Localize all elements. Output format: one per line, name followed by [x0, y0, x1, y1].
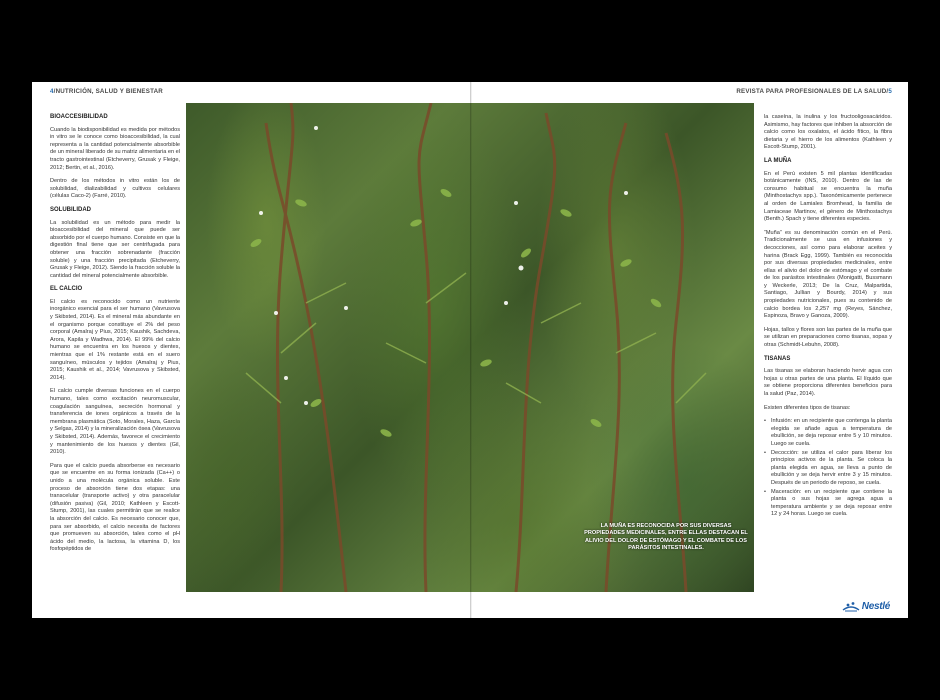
page-gutter [470, 82, 472, 618]
right-section-title: REVISTA PARA PROFESIONALES DE LA SALUD [736, 88, 887, 95]
list-item: • Maceración: en un recipiente que contiene la planta o sus hojas se agrega agua a temperatura ambiente y se deja reposar entre 12 y 24 horas. Luego se cuela. [764, 489, 892, 519]
list-item: • Decocción: se utiliza el calor para liberar los principios activos de la planta. Se coloca la planta elegida en agua, se lleva a punto de ebullición y se deja hervir entre 3 y 15 minutos. Después de un periodo de reposo, se cuela. [764, 450, 892, 488]
paragraph: Las tisanas se elaboran haciendo hervir agua con hojas u otras partes de una planta. El líquido que se obtiene proporciona diferentes beneficios para la salud (Paz, 2014). [764, 368, 892, 397]
heading-la-muna: LA MUÑA [764, 157, 792, 164]
nest-icon [842, 600, 860, 612]
heading-tisanas: TISANAS [764, 355, 791, 362]
logo-wordmark: Nestlé [861, 600, 890, 612]
heading-el-calcio: EL CALCIO [50, 286, 83, 293]
tisanas-list [764, 418, 892, 519]
paragraph: El calcio cumple diversas funciones en el cuerpo humano, tales como excitación neuromuscular, coagulación sanguínea, secreción hormonal y transferencia de iones orgánicos a través de la membrana plasmática (Soto, Morales, Haza, García y Selgas, 2014) y la mineralización ósea (Vavrusova y Skibsted, 2014). Además, favorece el crecimiento y mantenimiento de los huesos y dientes (Gil, 2010). [50, 388, 180, 456]
paragraph: Hojas, tallos y flores son las partes de la muña que se utilizan en preparaciones como tisanas, sopas y otras (Schmidt-Lebuhn, 2008). [764, 326, 892, 349]
heading-bioaccesibilidad: BIOACCESIBILIDAD [50, 114, 108, 120]
magazine-spread [32, 82, 908, 618]
paragraph: la caseína, la inulina y los fructooligosacáridos. Asimismo, hay factores que inhiben la absorción de calcio como los oxalatos, el ácido fítico, la fibra dietaria y el hierro de los alimentos (Kathleen y Escott-Stump, 2001). [764, 114, 892, 151]
left-running-head: 4/NUTRICIÓN, SALUD Y BIENESTAR [50, 88, 163, 95]
paragraph: Existen diferentes tipos de tisanas: [764, 404, 851, 411]
right-text-column [764, 114, 892, 520]
paragraph: El calcio es reconocido como un nutriente inorgánico esencial para el ser humano (Vavrusova y Skibsted, 2014). Es el mineral más abundante en el organismo porque constituye el 2% del peso corporal (Amalraj y Pius, 2015; Kaushik, Sachdeva, Arora, Kapila y Wadhwa, 2014). El 99% del calcio humano se encuentra en los huesos y dientes, mientras que el 1% restante está en el suero sanguíneo, músculos y tejidos (Amalraj y Pius, 2015; Kaushik et al., 2014; Vavrusova y Skibsted, 2014). [50, 298, 180, 381]
paragraph: Cuando la biodisponibilidad es medida por métodos in vitro se le conoce como bioaccesibilidad, la cual representa a la cantidad potencialmente absorbible de un mineral liberado de su matriz alimentaria en el tracto gastrointestinal (Etcheverry, Grusak y Fleige, 2012; Bertin, et al., 2016). [50, 126, 180, 171]
nestle-logo [842, 600, 890, 612]
paragraph: “Muña” es su denominación común en el Perú. Tradicionalmente se usa en infusiones y decocciones, así como para elaborar aceites y harina (Brack Egg, 1999). También es reconocida por sus diversas propiedades medicinales, entre ellas el alivio del dolor de estómago y el combate de los parásitos intestinales (Monigatti, Bussmann y Weckerle, 2013; De la Cruz, Malpartida, Santiago, Jullian y Bourdy, 2014) y sus propiedades nutricionales, pues su contenido de calcio bordea los 2,257 mg (Reyes, Sánchez, Espinoza, Bravo y Ganoza, 2009). [764, 229, 892, 320]
photo-caption: LA MUÑA ES RECONOCIDA POR SUS DIVERSAS PROPIEDADES MEDICINALES, ENTRE ELLAS DESTACAN EL ALIVIO DEL DOLOR DE ESTÓMAGO Y EL COMBATE DE LOS PARÁSITOS INTESTINALES. [584, 523, 748, 552]
paragraph: Dentro de los métodos in vitro están los de solubilidad, dializabilidad y cultivos celulares (células Caco-2) (Farré, 2010). [50, 178, 180, 200]
right-running-head: REVISTA PARA PROFESIONALES DE LA SALUD/5 [736, 88, 892, 95]
heading-solubilidad: SOLUBILIDAD [50, 206, 91, 213]
paragraph: En el Perú existen 5 mil plantas identificadas botánicamente (INS, 2010). Dentro de las de consumo habitual se encuentra la muña (Minthostachys spp.). Taxonómicamente pertenece al orden de Lamiales Bromhead, la familia de Lamiaceae Martinov, el género de Minthostachys (Benth.) Spach y tiene diferentes especies. [764, 170, 892, 223]
paragraph: Para que el calcio pueda absorberse es necesario que se encuentre en su forma ionizada (Ca++) o unido a una molécula orgánica soluble. Este proceso de absorción tiene dos etapas: una transcelular (transporte activo) y otra paracelular (difusión pasiva) (Gil, 2010; Kathleen y Escott-Stump, 2001), las cuales permitirán que se realice la absorción del calcio. Es necesario conocer que, para ser absorbido, el calcio necesita de factores que promueven su absorción, tales como el pH ácido del medio, la lactosa, la vitamina D, los fosfopéptidos de [50, 462, 180, 553]
list-item: • Infusión: en un recipiente que contenga la planta elegida se añade agua a temperatura de ebullición, se deja reposar entre 5 y 10 minutos. Luego se cuela. [764, 418, 892, 448]
left-section-title: NUTRICIÓN, SALUD Y BIENESTAR [55, 88, 163, 95]
left-text-column [50, 114, 180, 560]
paragraph: La solubilidad es un método para medir la bioaccesibilidad del mineral que puede ser absorbido por el cuerpo humano. Consiste en que la digestión final tiene que ser centrifugada para obtener una fracción sobrenadante (fracción soluble) y una fracción precipitada (Etcheverry, Grusak y Fleige, 2012). Siendo la fracción soluble la cantidad del mineral potencialmente absorbible. [50, 219, 180, 279]
right-page-number: 5 [888, 88, 892, 95]
left-page-number: 4 [50, 88, 54, 95]
